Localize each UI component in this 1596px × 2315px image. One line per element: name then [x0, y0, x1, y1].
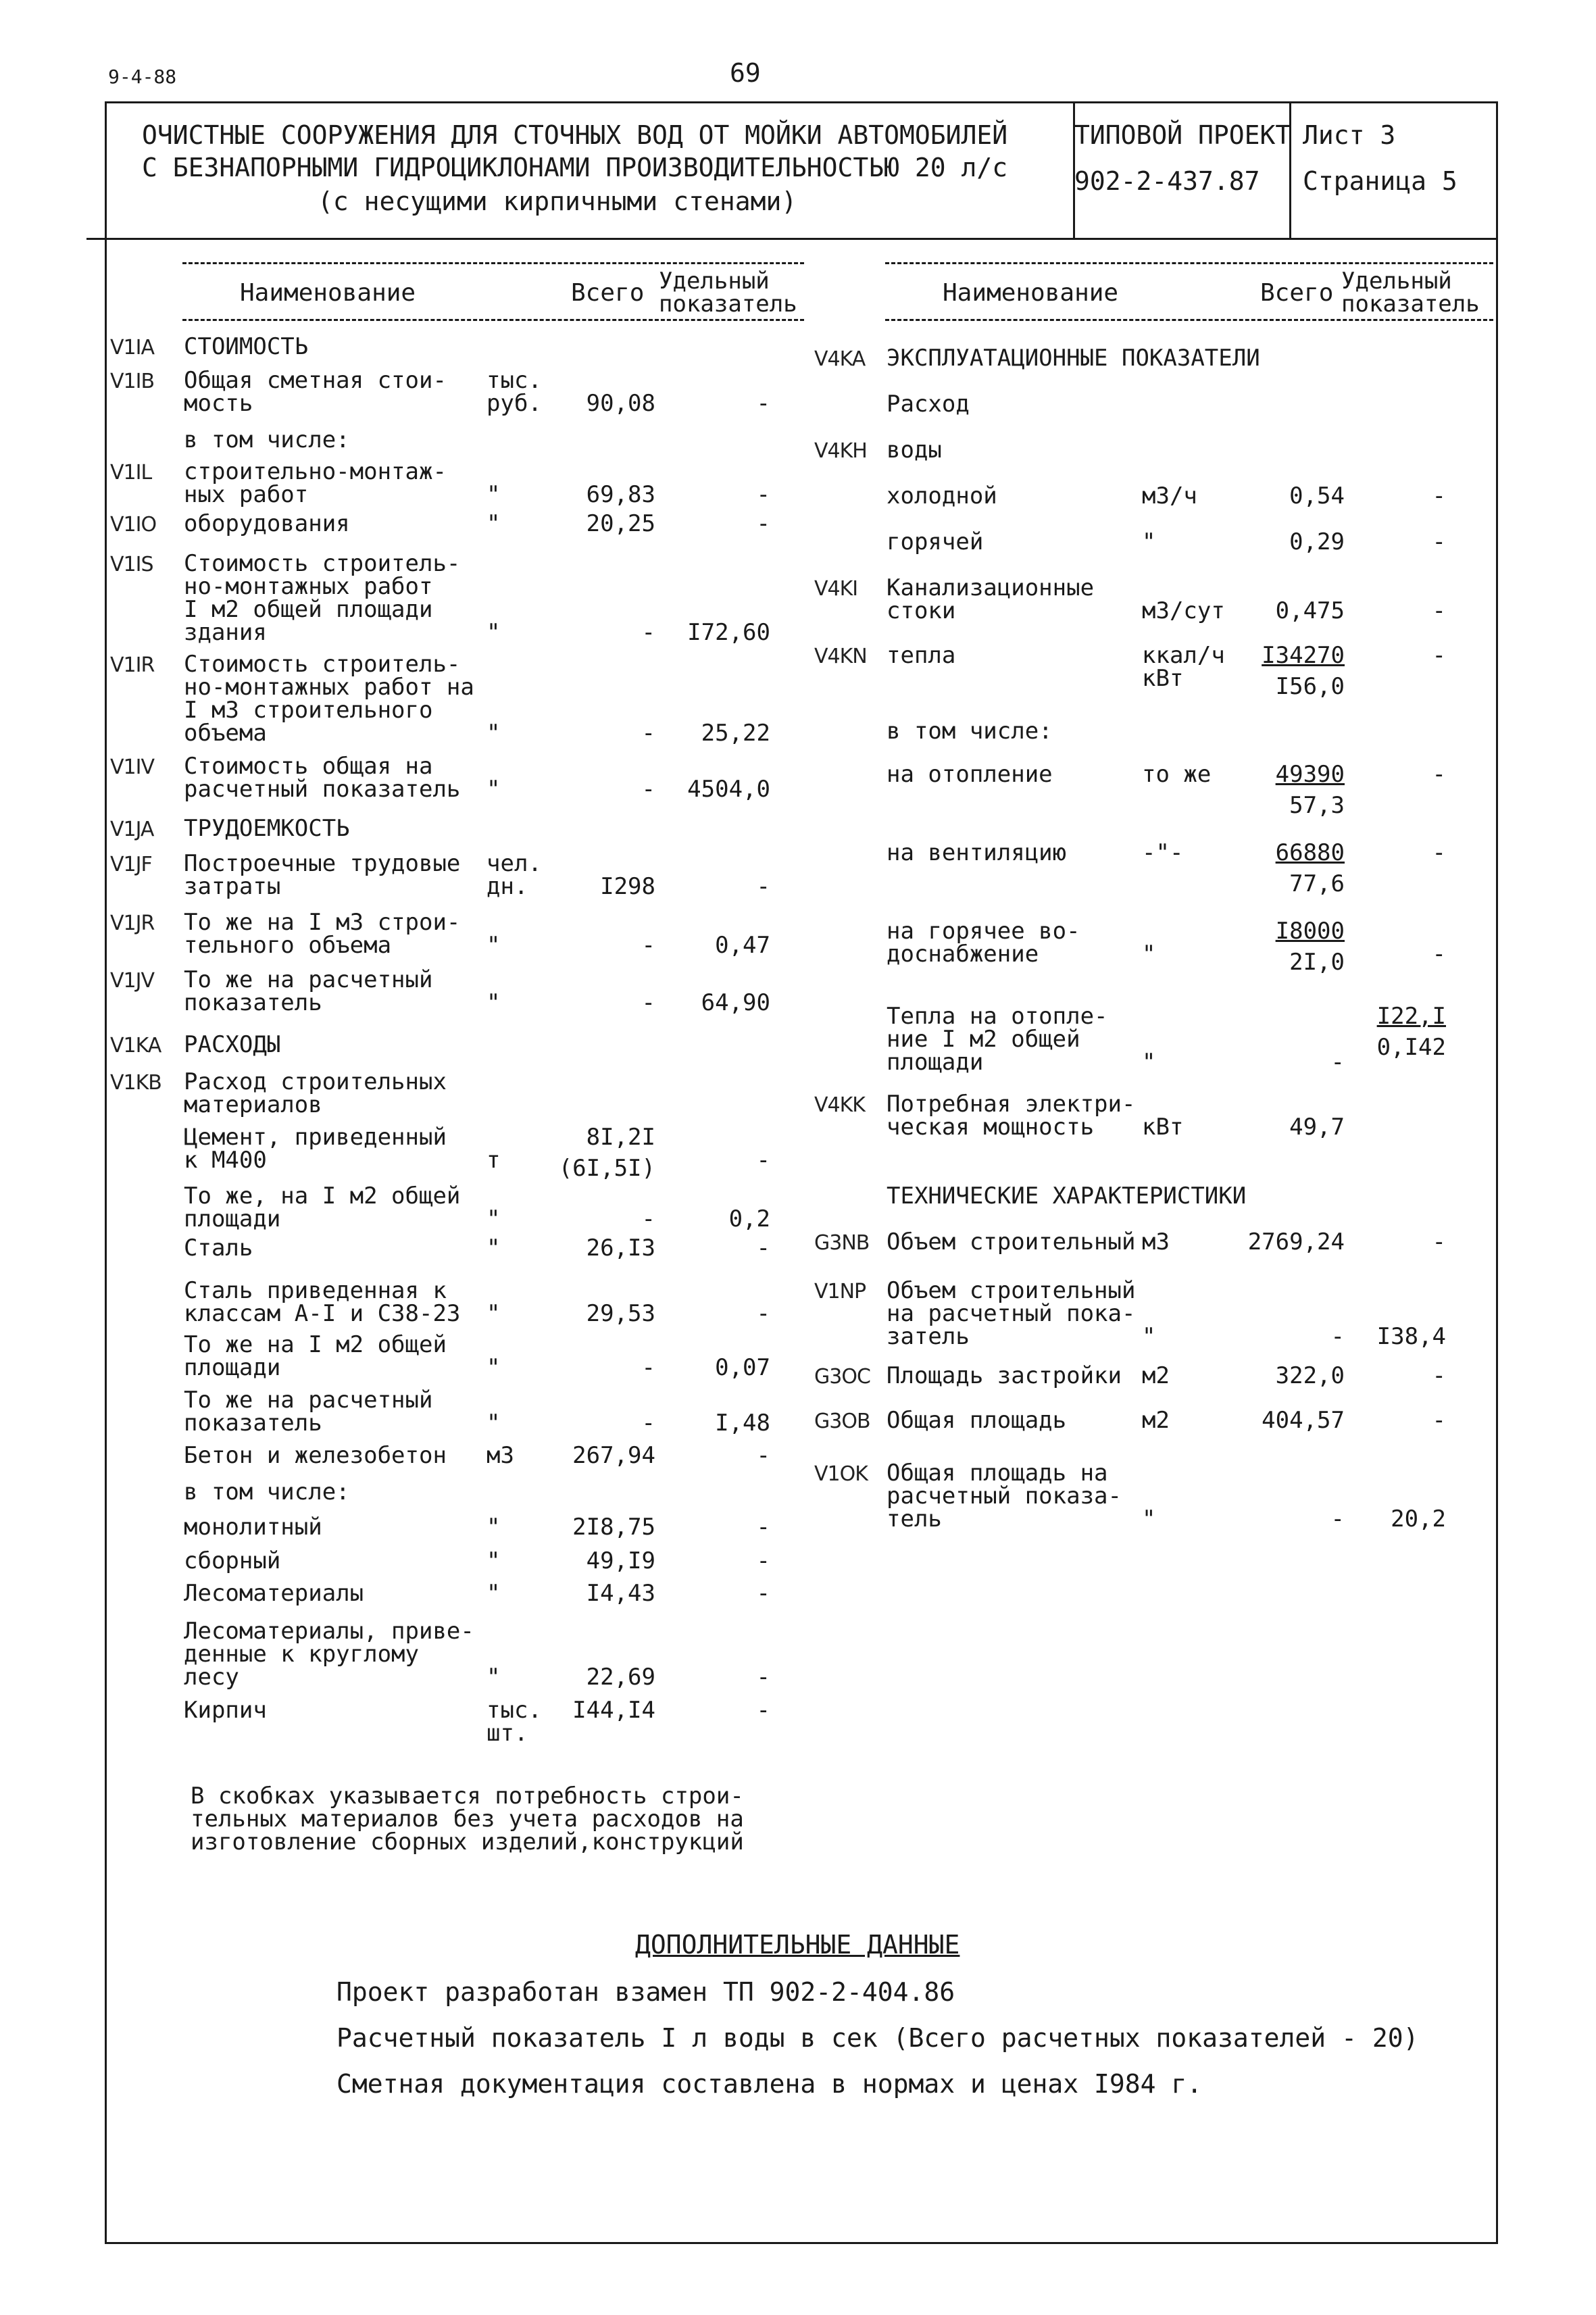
left-row-unit: " [487, 1664, 501, 1691]
right-row-total: I8000 [1275, 918, 1345, 945]
left-row-spec: - [756, 1580, 770, 1607]
additional-line-3: Сметная документация составлена в нормах и ценах I984 г. [336, 2069, 1203, 2099]
left-col-spec-1: Удельный [659, 268, 770, 295]
left-row-total: 29,53 [586, 1300, 655, 1327]
right-row-unit: кВт [1142, 1114, 1184, 1141]
right-row-unit: м3/сут [1142, 597, 1225, 624]
right-row-spec: - [1432, 1228, 1446, 1255]
left-row-unit: " [487, 776, 501, 803]
left-row-name: То же на расчетный [184, 966, 433, 993]
left-row-spec: 0,2 [728, 1205, 770, 1233]
left-row-total: 2I8,75 [572, 1514, 655, 1541]
left-header-bottom-rule [182, 319, 804, 321]
left-row-total: 26,I3 [586, 1235, 655, 1262]
left-row-name: показатель [184, 989, 322, 1016]
left-row-name: площади [184, 1205, 281, 1233]
left-row-name: СТОИМОСТЬ [184, 333, 309, 360]
right-row-code: V4KI [814, 577, 858, 601]
left-row-code: V1IV [110, 755, 154, 779]
left-row-total: 8I,2I [586, 1124, 655, 1151]
right-row-name: на вентиляцию [887, 839, 1067, 866]
left-row-name: То же на расчетный [184, 1387, 433, 1414]
left-row-total: 267,94 [572, 1442, 655, 1469]
left-row-code: V1IA [110, 336, 154, 359]
left-row-name: То же, на I м2 общей [184, 1183, 461, 1210]
right-row-name: стоки [887, 597, 956, 624]
right-row-code: V4KH [814, 439, 867, 463]
left-row-name: в том числе: [184, 1478, 350, 1505]
right-row-name: холодной [887, 482, 997, 509]
left-row-name: к М400 [184, 1147, 267, 1174]
left-row-name: РАСХОДЫ [184, 1031, 281, 1058]
left-row-name: Построечные трудовые [184, 850, 461, 877]
right-row-name: воды [887, 437, 942, 464]
left-row-spec: I72,60 [687, 619, 770, 646]
left-row-spec: 0,07 [715, 1354, 770, 1381]
right-row-name: площади [887, 1049, 984, 1076]
left-col-total: Всего [571, 279, 645, 307]
right-row-name: ние I м2 общей [887, 1026, 1080, 1053]
left-row-name: ных работ [184, 481, 309, 508]
left-row-spec: - [756, 1235, 770, 1262]
left-row-unit: " [487, 1205, 501, 1233]
right-row-total: 322,0 [1275, 1362, 1345, 1389]
right-row-total: 77,6 [1289, 870, 1345, 897]
left-col-name: Наименование [240, 279, 416, 307]
right-row-name: Площадь застройки [887, 1362, 1122, 1389]
right-row-total: 0,475 [1275, 597, 1345, 624]
left-row-name: расчетный показатель [184, 776, 461, 803]
page-in-doc: Страница 5 [1303, 166, 1457, 196]
right-row-unit: " [1142, 1323, 1156, 1350]
left-row-name: То же на I м2 общей [184, 1331, 447, 1358]
right-row-unit: м3 [1142, 1228, 1170, 1255]
right-row-name: Объем строительный [887, 1277, 1136, 1304]
left-row-name: Стоимость строитель- [184, 550, 461, 577]
left-row-total: - [641, 989, 655, 1016]
right-row-unit: " [1142, 941, 1156, 968]
left-row-name: площади [184, 1354, 281, 1381]
project-label: ТИПОВОЙ ПРОЕКТ [1074, 120, 1291, 150]
left-row-total: 49,I9 [586, 1547, 655, 1574]
right-row-unit: " [1142, 1505, 1156, 1533]
right-row-total: - [1330, 1505, 1345, 1533]
left-row-total: 22,69 [586, 1664, 655, 1691]
right-row-total: 49,7 [1289, 1114, 1345, 1141]
right-col-name: Наименование [943, 279, 1119, 307]
left-row-code: V1IL [110, 461, 152, 484]
right-row-unit: м3/ч [1142, 482, 1197, 509]
page-frame [105, 101, 1498, 2244]
left-row-name: ТРУДОЕМКОСТЬ [184, 815, 350, 842]
left-row-spec: 25,22 [701, 720, 770, 747]
left-row-name: в том числе: [184, 426, 350, 453]
left-row-code: V1IO [110, 513, 157, 537]
left-row-unit: " [487, 932, 501, 959]
right-row-total: 57,3 [1289, 792, 1345, 819]
right-row-spec: 20,2 [1391, 1505, 1446, 1533]
right-row-unit: м2 [1142, 1362, 1170, 1389]
right-row-name: Расход [887, 391, 970, 418]
left-row-spec: - [756, 1664, 770, 1691]
left-row-unit: " [487, 720, 501, 747]
left-row-name: I м2 общей площади [184, 596, 433, 623]
left-row-name: классам А-I и С38-23 [184, 1300, 461, 1327]
right-col-spec-1: Удельный [1341, 268, 1452, 295]
right-row-unit: " [1142, 528, 1156, 555]
left-row-name: Кирпич [184, 1697, 267, 1724]
left-row-code: V1JF [110, 853, 152, 876]
right-row-name: доснабжение [887, 941, 1039, 968]
left-row-total: 90,08 [586, 390, 655, 417]
left-row-unit: " [487, 1354, 501, 1381]
header-bottom-rule [86, 238, 1496, 240]
left-row-name: затраты [184, 873, 281, 900]
right-row-name: Объем строительный [887, 1228, 1136, 1255]
left-row-code: V1IB [110, 370, 155, 393]
right-row-name: ТЕХНИЧЕСКИЕ ХАРАКТЕРИСТИКИ [887, 1183, 1247, 1210]
right-row-unit: ккал/ч [1142, 642, 1225, 669]
left-row-name: То же на I м3 строи- [184, 909, 461, 936]
header-title-line-2: С БЕЗНАПОРНЫМИ ГИДРОЦИКЛОНАМИ ПРОИЗВОДИТЕЛЬНОСТЬЮ 20 л/с [142, 153, 1008, 182]
right-row-name: Общая площадь [887, 1407, 1067, 1434]
additional-title: ДОПОЛНИТЕЛЬНЫЕ ДАННЫЕ [635, 1930, 960, 1960]
left-header-top-rule [182, 262, 804, 264]
left-row-spec: - [756, 1547, 770, 1574]
right-row-name: Потребная электри- [887, 1091, 1136, 1118]
right-row-name: на горячее во- [887, 918, 1080, 945]
right-row-total: - [1330, 1323, 1345, 1350]
right-row-total: 49390 [1275, 761, 1345, 788]
left-row-name: объема [184, 720, 267, 747]
left-row-name: Стоимость строитель- [184, 651, 461, 678]
right-row-name: ЭКСПЛУАТАЦИОННЫЕ ПОКАЗАТЕЛИ [887, 345, 1260, 372]
left-row-unit: " [487, 1300, 501, 1327]
right-row-name: затель [887, 1323, 970, 1350]
left-row-unit: " [487, 989, 501, 1016]
left-row-name: денные к круглому [184, 1641, 419, 1668]
right-row-spec: - [1432, 482, 1446, 509]
right-row-code: V1NP [814, 1280, 866, 1303]
right-row-name: Канализационные [887, 574, 1095, 601]
additional-line-2: Расчетный показатель I л воды в сек (Всего расчетных показателей - 20) [336, 2023, 1419, 2053]
left-row-code: V1KB [110, 1071, 161, 1095]
left-row-name: Цемент, приведенный [184, 1124, 447, 1151]
right-row-name: тель [887, 1505, 942, 1533]
left-row-spec: - [756, 510, 770, 537]
left-row-code: V1JV [110, 969, 154, 993]
left-row-spec: - [756, 1697, 770, 1724]
left-row-name: Лесоматериалы [184, 1580, 364, 1607]
sheet-number: Лист 3 [1303, 120, 1396, 150]
right-row-spec: 0,I42 [1376, 1034, 1446, 1061]
left-row-name: монолитный [184, 1514, 322, 1541]
left-row-spec: - [756, 1442, 770, 1469]
left-row-name: показатель [184, 1410, 322, 1437]
project-number: 902-2-437.87 [1074, 166, 1260, 196]
left-row-name: Бетон и железобетон [184, 1442, 447, 1469]
left-row-code: V1IS [110, 553, 153, 576]
left-row-unit: " [487, 510, 501, 537]
left-row-code: V1JA [110, 818, 154, 841]
left-row-total: - [641, 932, 655, 959]
left-row-name: Сталь [184, 1235, 253, 1262]
page-number: 69 [730, 58, 761, 88]
left-row-total: - [641, 1354, 655, 1381]
right-row-total: 2769,24 [1247, 1228, 1345, 1255]
left-row-unit: т [487, 1147, 501, 1174]
left-row-name: строительно-монтаж- [184, 458, 447, 485]
right-row-code: G3NB [814, 1231, 870, 1255]
right-row-total: I56,0 [1275, 673, 1345, 700]
left-row-name: лесу [184, 1664, 239, 1691]
left-row-total: - [641, 1205, 655, 1233]
left-row-total: I44,I4 [572, 1697, 655, 1724]
right-header-bottom-rule [885, 319, 1493, 321]
right-row-total: 0,54 [1289, 482, 1345, 509]
right-row-name: горячей [887, 528, 984, 555]
right-row-spec: - [1432, 597, 1446, 624]
left-row-total: 20,25 [586, 510, 655, 537]
left-row-spec: - [756, 390, 770, 417]
page-code: 9-4-88 [108, 66, 177, 88]
right-row-total: 2I,0 [1289, 949, 1345, 976]
left-row-name: тельного объема [184, 932, 392, 959]
left-row-unit: дн. [487, 873, 528, 900]
right-row-spec: - [1432, 839, 1446, 866]
left-row-name: материалов [184, 1091, 322, 1118]
left-row-unit: руб. [487, 390, 542, 417]
left-row-unit: тыс. [487, 1697, 542, 1724]
left-row-unit: чел. [487, 850, 542, 877]
left-row-spec: - [756, 1147, 770, 1174]
left-row-spec: 0,47 [715, 932, 770, 959]
left-row-name: Стоимость общая на [184, 753, 433, 780]
right-row-name: Тепла на отопле- [887, 1003, 1108, 1030]
right-row-code: V4KA [814, 347, 866, 371]
left-row-total: - [641, 619, 655, 646]
right-row-spec: - [1432, 528, 1446, 555]
right-row-total: 0,29 [1289, 528, 1345, 555]
left-row-name: здания [184, 619, 267, 646]
right-row-spec: - [1432, 1407, 1446, 1434]
left-row-name: сборный [184, 1547, 281, 1574]
left-row-total: 69,83 [586, 481, 655, 508]
left-row-total: - [641, 1410, 655, 1437]
left-row-code: V1JR [110, 912, 155, 935]
left-row-unit: " [487, 1580, 501, 1607]
right-row-name: тепла [887, 642, 956, 669]
left-note-line-3: изготовление сборных изделий,конструкций [191, 1828, 744, 1856]
right-row-spec: I38,4 [1376, 1323, 1446, 1350]
right-row-name: в том числе: [887, 718, 1053, 745]
left-col-spec-2: показатель [659, 291, 797, 318]
right-row-unit: -"- [1142, 839, 1184, 866]
right-row-name: ческая мощность [887, 1114, 1095, 1141]
right-row-code: V4KK [814, 1093, 865, 1117]
right-col-total: Всего [1260, 279, 1334, 307]
right-row-total: 404,57 [1262, 1407, 1345, 1434]
right-row-spec: I22,I [1376, 1003, 1446, 1030]
left-row-name: Лесоматериалы, приве- [184, 1618, 474, 1645]
left-row-total: (6I,5I) [558, 1155, 655, 1182]
left-note-line-1: В скобках указывается потребность строи- [191, 1783, 744, 1810]
right-row-spec: - [1432, 941, 1446, 968]
left-row-unit: " [487, 1235, 501, 1262]
left-row-total: I298 [600, 873, 655, 900]
left-row-code: V1IR [110, 653, 155, 677]
left-row-spec: - [756, 481, 770, 508]
additional-line-1: Проект разработан взамен ТП 902-2-404.86 [336, 1977, 955, 2007]
right-row-spec: - [1432, 642, 1446, 669]
right-row-spec: - [1432, 761, 1446, 788]
left-row-code: V1KA [110, 1034, 161, 1057]
right-row-name: на расчетный пока- [887, 1300, 1136, 1327]
left-row-name: оборудования [184, 510, 350, 537]
left-row-unit: тыс. [487, 367, 542, 394]
left-row-name: Сталь приведенная к [184, 1277, 447, 1304]
right-header-top-rule [885, 262, 1493, 264]
header-title-line-1: ОЧИСТНЫЕ СООРУЖЕНИЯ ДЛЯ СТОЧНЫХ ВОД ОТ МОЙКИ АВТОМОБИЛЕЙ [142, 120, 1008, 150]
left-row-total: - [641, 776, 655, 803]
left-row-spec: - [756, 873, 770, 900]
left-row-name: но-монтажных работ [184, 573, 433, 600]
left-row-unit: " [487, 1514, 501, 1541]
left-row-unit: " [487, 1547, 501, 1574]
left-row-spec: - [756, 1300, 770, 1327]
left-row-spec: 4504,0 [687, 776, 770, 803]
right-row-spec: - [1432, 1362, 1446, 1389]
left-row-unit: шт. [487, 1720, 528, 1747]
right-row-total: 66880 [1275, 839, 1345, 866]
left-row-unit: " [487, 481, 501, 508]
right-row-code: G3OC [814, 1365, 870, 1389]
left-row-spec: - [756, 1514, 770, 1541]
right-row-name: на отопление [887, 761, 1053, 788]
right-row-code: V1OK [814, 1462, 868, 1486]
left-row-total: - [641, 720, 655, 747]
left-row-spec: 64,90 [701, 989, 770, 1016]
left-row-name: Общая сметная стои- [184, 367, 447, 394]
left-row-unit: м3 [487, 1442, 514, 1469]
left-row-spec: I,48 [715, 1410, 770, 1437]
left-row-unit: " [487, 1410, 501, 1437]
left-row-name: но-монтажных работ на [184, 674, 474, 701]
right-col-spec-2: показатель [1341, 291, 1480, 318]
right-row-code: G3OB [814, 1410, 870, 1433]
right-row-name: расчетный показа- [887, 1483, 1122, 1510]
left-note-line-2: тельных материалов без учета расходов на [191, 1806, 744, 1833]
right-row-unit: " [1142, 1049, 1156, 1076]
right-row-unit: м2 [1142, 1407, 1170, 1434]
left-row-name: Расход строительных [184, 1068, 447, 1095]
left-row-unit: " [487, 619, 501, 646]
right-row-name: Общая площадь на [887, 1460, 1108, 1487]
right-row-unit: то же [1142, 761, 1212, 788]
left-row-total: I4,43 [586, 1580, 655, 1607]
right-row-total: - [1330, 1049, 1345, 1076]
right-row-code: V4KN [814, 645, 867, 668]
right-row-total: I34270 [1262, 642, 1345, 669]
left-row-name: мость [184, 390, 253, 417]
header-title-line-3: (с несущими кирпичными стенами) [318, 186, 797, 216]
right-row-unit: кВт [1142, 665, 1184, 692]
left-row-name: I м3 строительного [184, 697, 433, 724]
